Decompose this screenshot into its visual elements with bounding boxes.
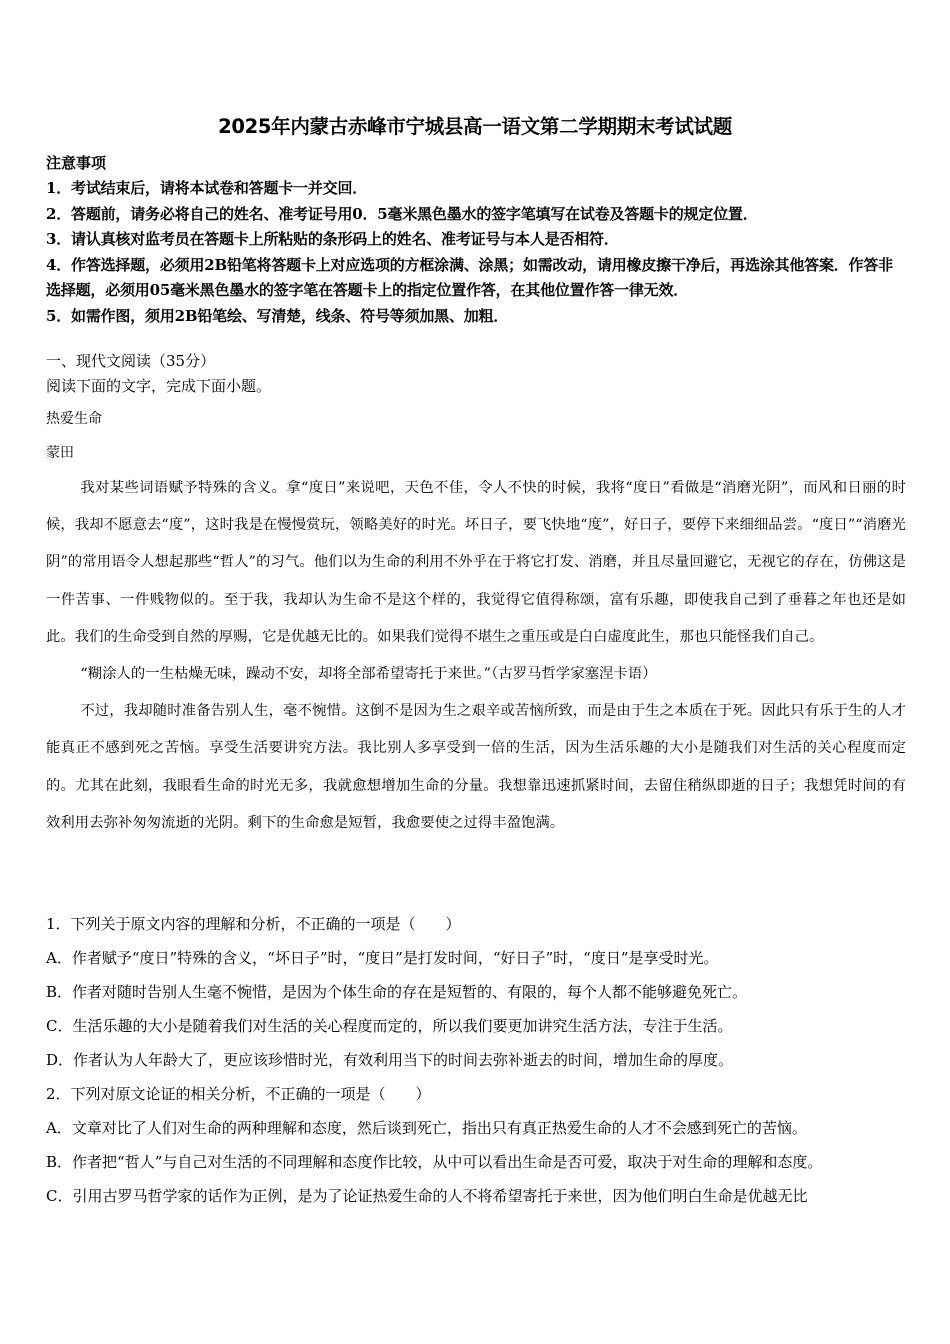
notice-item: 5．如需作图，须用2B铅笔绘、写清楚，线条、符号等须加黑、加粗． [46,306,509,325]
page-title: 2025年内蒙古赤峰市宁城县高一语文第二学期期末考试试题 [218,115,732,138]
essay-title: 热爱生命 [46,411,102,427]
questions-section [46,907,906,1213]
question-stem: 2．下列对原文论证的相关分析，不正确的一项是（ ） [46,1085,431,1103]
question-option: A．作者赋予“度日”特殊的含义，“坏日子”时，“度日”是打发时间，“好日子”时，“度日”是享受时光。 [46,949,719,967]
notice-item: 4．作答选择题，必须用2B铅笔将答题卡上对应选项的方框涂满、涂黑；如需改动，请用橡皮擦干净后，再选涂其他答案．作答非选择题，必须用05毫米黑色墨水的签字笔在答题卡上的指定位置作答，在其他位置作答一律无效． [46,255,893,299]
notice-item: 3．请认真核对监考员在答题卡上所粘贴的条形码上的姓名、准考证号与本人是否相符． [46,230,619,248]
section-heading: 一、现代文阅读（35分） [46,352,216,370]
essay-quote: “糊涂人的一生枯燥无味，躁动不安，却将全部希望寄托于来世。”（古罗马哲学家塞涅卡语） [80,666,657,683]
notice-heading: 注意事项 [46,154,107,172]
essay-body [46,470,906,842]
notice-section [46,150,906,329]
essay-paragraph: 我对某些词语赋予特殊的含义。拿“度日”来说吧，天色不佳，令人不快的时候，我将“度日”看做是“消磨光阴”，而风和日丽的时候，我却不愿意去“度”，这时我是在慢慢赏玩，领略美好的时光。坏日子，要飞快地“度”，好日子，要停下来细细品尝。“度日”“消磨光阴”的常用语令人想起那些“哲人”的习气。他们以为生命的利用不外乎在于将它打发、消磨，并且尽量回避它，无视它的存在，仿佛这是一件苦事、一件贱物似的。至于我，我却认为生命不是这个样的，我觉得它值得称颂，富有乐趣，即使我自己到了垂暮之年也还是如此。我们的生命受到自然的厚赐，它是优越无比的。如果我们觉得不堪生之重压或是白白虚度此生，那也只能怪我们自己。 [46,480,906,645]
question-stem: 1．下列关于原文内容的理解和分析，不正确的一项是（ ） [46,915,461,933]
question-option: C．引用古罗马哲学家的话作为正例，是为了论证热爱生命的人不将希望寄托于来世，因为他们明白生命是优越无比 [46,1187,808,1205]
notice-item: 2．答题前，请务必将自己的姓名、准考证号用0．5毫米黑色墨水的签字笔填写在试卷及答题卡的规定位置． [46,204,758,223]
essay-author: 蒙田 [46,445,74,461]
notice-item: 1．考试结束后，请将本试卷和答题卡一并交回． [46,179,368,197]
question-option: B．作者把“哲人”与自己对生活的不同理解和态度作比较，从中可以看出生命是否可爱，取决于对生命的理解和态度。 [46,1153,823,1171]
question-option: B．作者对随时告别人生毫不惋惜，是因为个体生命的存在是短暂的、有限的，每个人都不能够避免死亡。 [46,983,748,1001]
question-option: A．文章对比了人们对生命的两种理解和态度，然后谈到死亡，指出只有真正热爱生命的人才不会感到死亡的苦恼。 [46,1119,807,1137]
question-option: D．作者认为人年龄大了，更应该珍惜时光，有效利用当下的时间去弥补逝去的时间，增加生命的厚度。 [46,1051,734,1069]
section-instruction: 阅读下面的文字，完成下面小题。 [46,377,272,395]
essay-paragraph: 不过，我却随时准备告别人生，毫不惋惜。这倒不是因为生之艰辛或苦恼所致，而是由于生之本质在于死。因此只有乐于生的人才能真正不感到死之苦恼。享受生活要讲究方法。我比别人多享受到一倍的生活，因为生活乐趣的大小是随我们对生活的关心程度而定的。尤其在此刻，我眼看生命的时光无多，我就愈想增加生命的分量。我想靠迅速抓紧时间，去留住稍纵即逝的日子；我想凭时间的有效利用去弥补匆匆流逝的光阴。剩下的生命愈是短暂，我愈要使之过得丰盈饱满。 [46,703,906,831]
question-option: C．生活乐趣的大小是随着我们对生活的关心程度而定的，所以我们要更加讲究生活方法，专注于生活。 [46,1017,733,1035]
